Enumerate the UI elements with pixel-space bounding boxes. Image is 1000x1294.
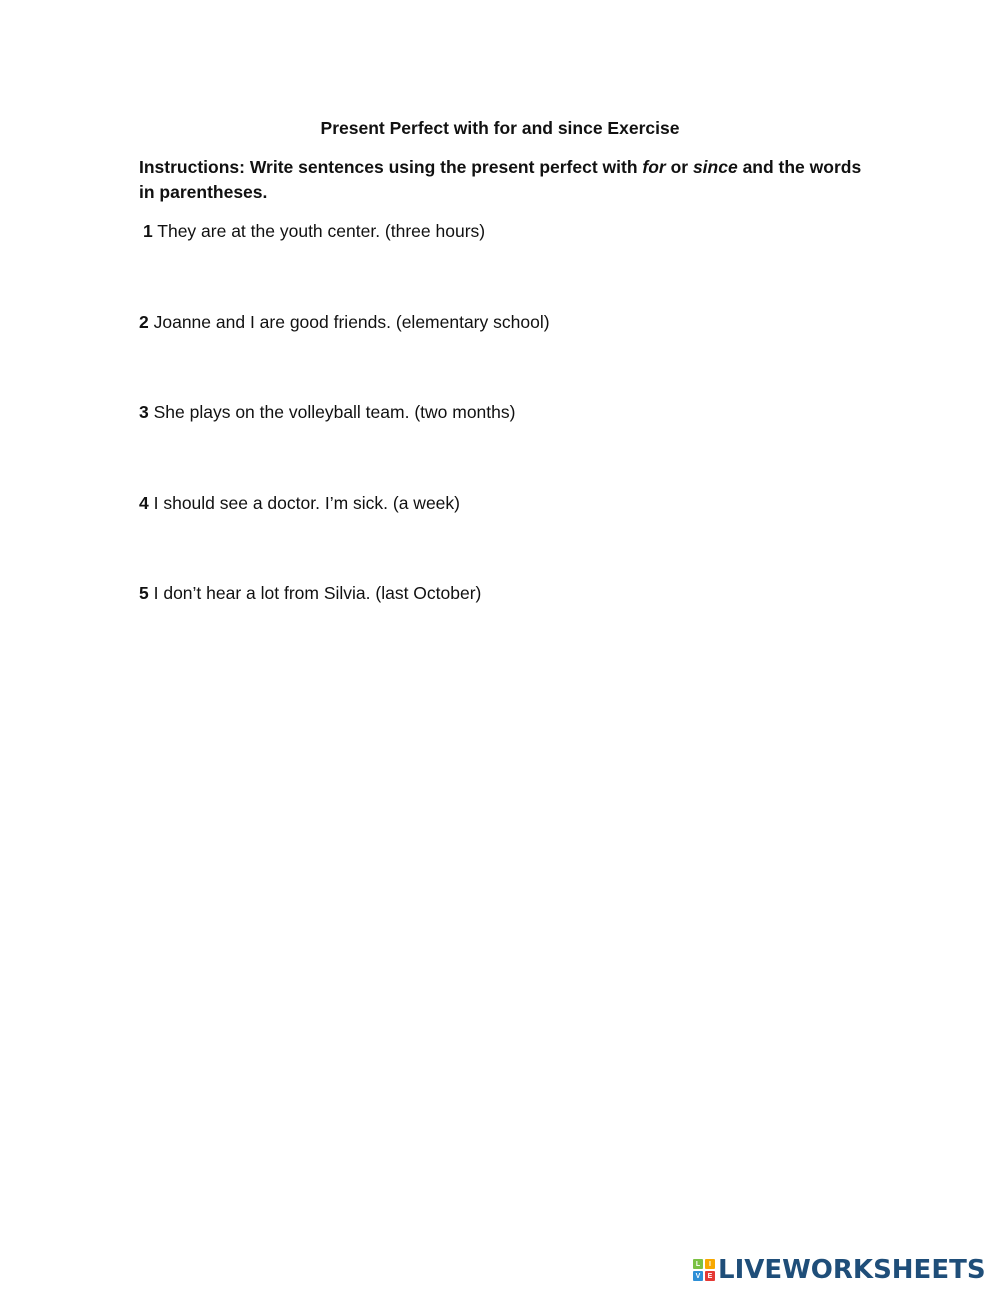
instructions-part3: and the words in parentheses. bbox=[139, 157, 862, 202]
page-title: Present Perfect with for and since Exercise bbox=[320, 118, 680, 138]
question-number: 1 bbox=[143, 221, 153, 241]
question-text: I don’t hear a lot from Silvia. (last October) bbox=[153, 583, 482, 603]
question-3 bbox=[139, 401, 515, 423]
instructions-word-for: for bbox=[642, 157, 666, 177]
question-text: I should see a doctor. I’m sick. (a week) bbox=[153, 493, 460, 513]
logo-letter: E bbox=[705, 1271, 715, 1281]
liveworksheets-logo bbox=[693, 1256, 986, 1284]
question-2 bbox=[139, 311, 550, 333]
instructions-part2: or bbox=[665, 157, 693, 177]
instructions-part1: Instructions: Write sentences using the present perfect with bbox=[139, 157, 643, 177]
question-number: 5 bbox=[139, 583, 149, 603]
instructions bbox=[139, 155, 869, 205]
question-1 bbox=[143, 220, 485, 242]
logo-letter: L bbox=[693, 1259, 703, 1269]
question-4 bbox=[139, 492, 460, 514]
logo-grid-icon bbox=[693, 1259, 715, 1281]
question-text: They are at the youth center. (three hours) bbox=[157, 221, 486, 241]
logo-letter: V bbox=[693, 1271, 703, 1281]
instructions-word-since: since bbox=[692, 157, 738, 177]
question-number: 2 bbox=[139, 312, 149, 332]
question-number: 3 bbox=[139, 402, 149, 422]
logo-text: LIVEWORKSHEETS bbox=[718, 1255, 986, 1285]
question-number: 4 bbox=[139, 493, 149, 513]
question-text: Joanne and I are good friends. (elementary school) bbox=[153, 312, 550, 332]
question-text: She plays on the volleyball team. (two months) bbox=[153, 402, 516, 422]
question-5 bbox=[139, 582, 481, 604]
logo-letter: I bbox=[705, 1259, 715, 1269]
